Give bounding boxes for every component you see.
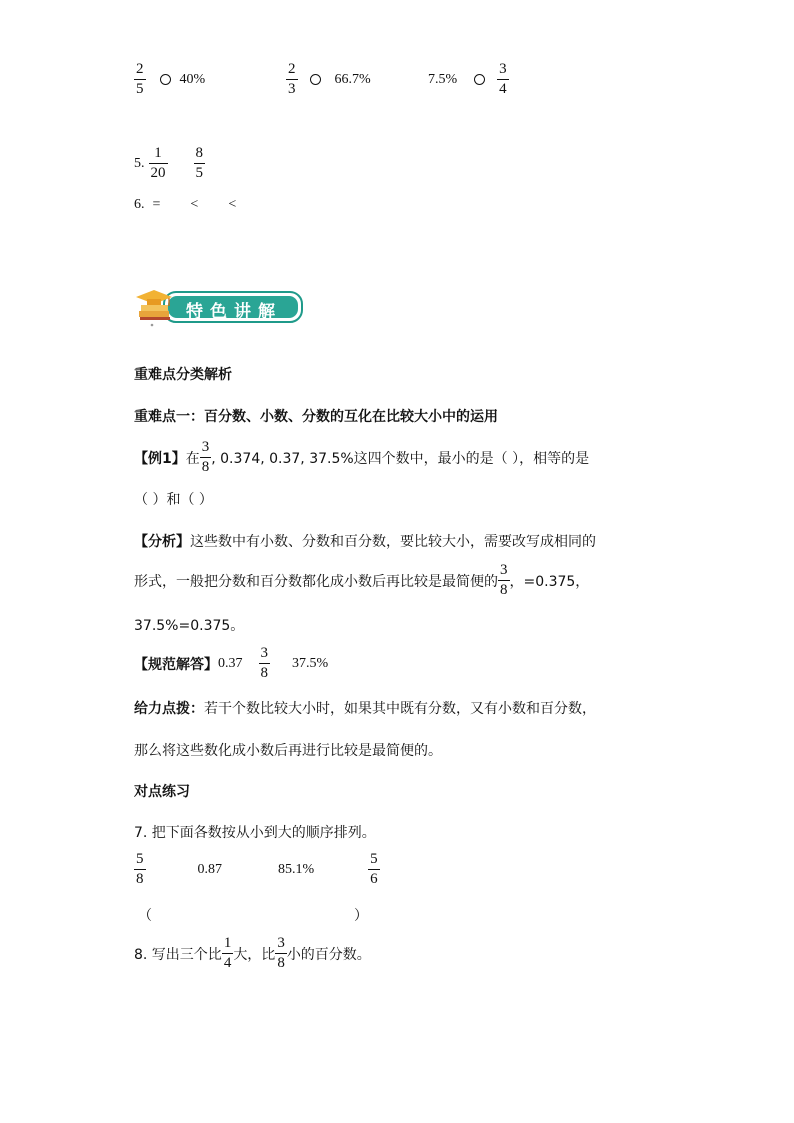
fraction: $\frac{2}{5}$ [136,61,144,97]
answer-value: 0.37 [218,655,243,671]
value: 66.7% [334,71,371,87]
answer-symbol: < [190,197,199,212]
fraction: $\frac{5}{6}$ [370,851,378,887]
question-7: 7. 把下面各数按从小到大的顺序排列。 [134,825,376,841]
compare-circle[interactable] [474,74,485,85]
tip-tag: 给力点拨： [134,701,204,717]
fraction: $\frac{1}{4}$ [223,935,232,971]
analysis-text: 形式，一般把分数和百分数都化成小数后再比较是最简便的 [134,573,498,590]
analysis-text: 这些数中有小数、分数和百分数，要比较大小，需要改写成相同的 [190,534,596,550]
q7-numbers [134,852,380,887]
example-text: , 0.374, 0.37, 37.5%这四个数中，最小的是（ ），相等的是 [211,450,590,467]
analysis-text: ，=0.375， [509,573,590,590]
answer-tag: 【规范解答】 [134,656,218,673]
answer-value: 37.5% [292,655,329,671]
fraction: $\frac{3}{8}$ [500,562,508,598]
section-banner [136,287,304,327]
answer-blank[interactable] [154,905,350,923]
fraction: $\frac{3}{8}$ [277,935,285,971]
fraction: $\frac{8}{5}$ [195,145,203,181]
compare-row [134,62,205,97]
analysis-tag: 【分析】 [134,534,190,550]
section-title: 重难点分类解析 [134,367,232,383]
tip-line1 [134,698,596,718]
banner-title: 特色讲解 [186,302,282,322]
fraction: $\frac{2}{3}$ [288,61,296,97]
tip-line2: 那么将这些数化成小数后再进行比较是最简便的。 [134,743,442,759]
fraction: $\frac{5}{8}$ [136,851,144,887]
fraction: $\frac{3}{4}$ [499,61,507,97]
compare-row [428,62,509,97]
key-point-title: 重难点一：百分数、小数、分数的互化在比较大小中的运用 [134,409,498,425]
practice-title: 对点练习 [134,784,190,800]
value: 7.5% [428,71,458,87]
answer-symbol: = [152,197,161,212]
number-value: 85.1% [278,861,315,877]
compare-row [286,62,371,97]
compare-circle[interactable] [310,74,321,85]
analysis-line1 [134,531,596,551]
example-text: 在 [185,450,200,467]
question-text: 大，比 [233,946,276,963]
answer-blank-right: ） [354,908,368,924]
tip-text: 若干个数比较大小时，如果其中既有分数，又有小数和百分数， [204,701,596,717]
question-number: 5. [134,155,145,171]
fraction: $\frac{3}{8}$ [201,439,210,475]
answer-symbol: < [228,197,237,212]
question-text: 小的百分数。 [286,946,371,963]
question-8 [134,936,371,971]
analysis-line3: 37.5%=0.375。 [134,618,245,634]
example-tag: 【例1】 [134,450,186,467]
standard-answer [134,646,328,681]
value: 40% [179,71,206,87]
compare-circle[interactable] [160,74,171,85]
fraction: $\frac{1}{20}$ [150,145,166,181]
fraction: $\frac{3}{8}$ [260,645,268,681]
question-text: 8. 写出三个比 [134,946,222,963]
answer-blank-left: （ [138,908,152,924]
question-5 [134,146,205,181]
number-value: 0.87 [197,861,222,877]
example-1 [134,440,589,475]
question-6 [134,197,236,213]
example-blanks: （ ）和（ ） [134,492,213,508]
analysis-line2 [134,563,589,598]
question-number: 6. [134,197,145,212]
